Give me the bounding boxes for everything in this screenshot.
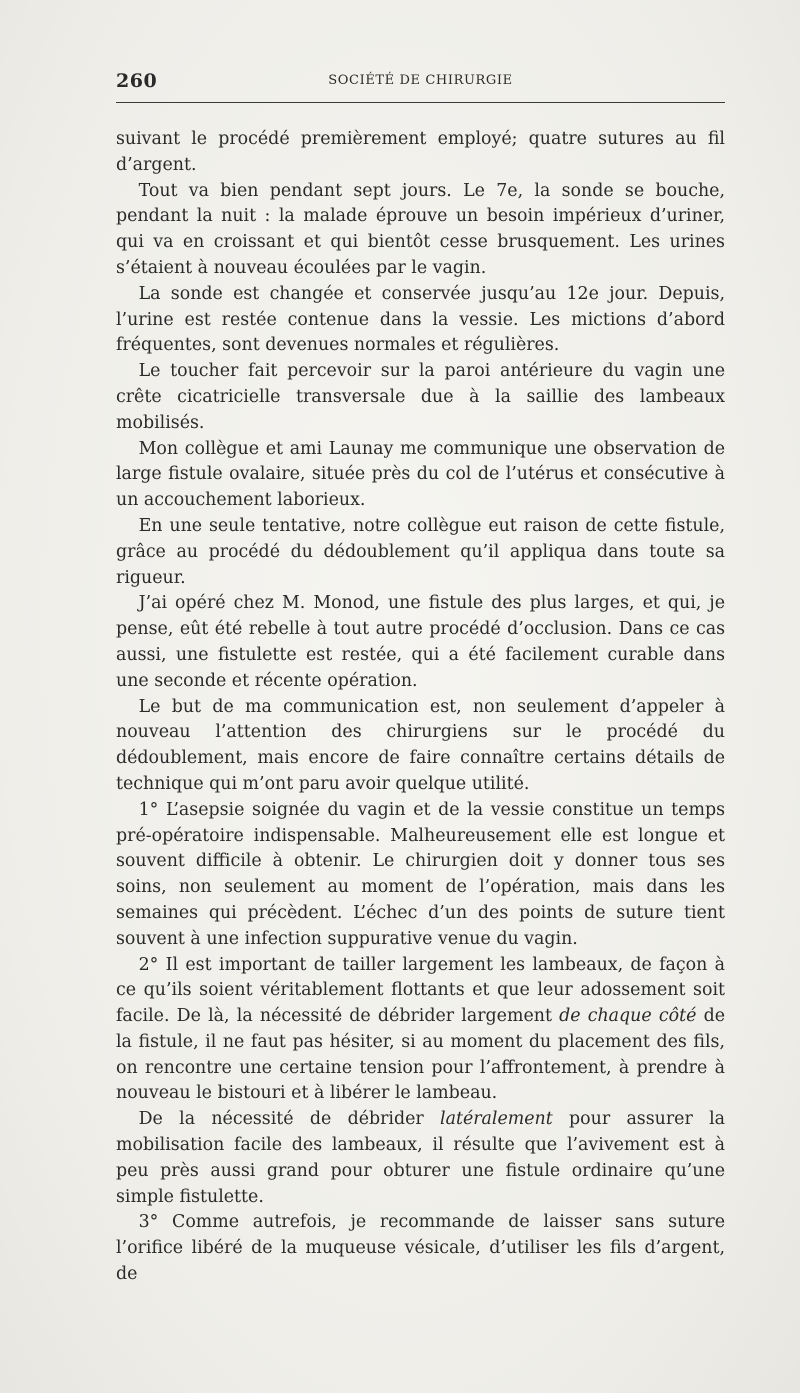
paragraph: 1° L’asepsie soignée du vagin et de la vessie constitue un temps pré-opératoire indispensable. Malheureusement elle est longue et souvent difficile à obtenir. Le chirurgien doit y donner tous ses soins, non seulement au moment de l’opération, mais dans les semaines qui précèdent. L’échec d’un des points de suture tient souvent à une infection suppurative venue du vagin.	[116, 799, 725, 949]
paragraph-continuation: suivant le procédé premièrement employé; quatre sutures au fil d’argent.	[116, 129, 725, 175]
page-number: 260	[116, 70, 158, 92]
italic-phrase: latéralement	[440, 1109, 553, 1130]
running-title: SOCIÉTÉ DE CHIRURGIE	[328, 73, 513, 88]
paragraph-text: pour assurer la mobilisation facile des lambeaux, il résulte que l’avivement est à peu près aussi grand pour obturer une fistule ordinaire qu’une simple fistulette.	[116, 1109, 725, 1207]
paragraph: Mon collègue et ami Launay me communique une observation de large fistule ovalaire, située près du col de l’utérus et consécutive à un accouchement laborieux.	[116, 438, 725, 511]
paragraph-text: de la fistule, il ne faut pas hésiter, si au moment du placement des fils, on rencontre une certaine tension pour l’affrontement, à prendre à nouveau le bistouri et à libérer le lambeau.	[116, 1006, 725, 1104]
paragraph: En une seule tentative, notre collègue eut raison de cette fistule, grâce au procédé du dédoublement qu’il appliqua dans toute sa rigueur.	[116, 515, 725, 588]
paragraph	[116, 1107, 725, 1210]
paragraph: Tout va bien pendant sept jours. Le 7e, la sonde se bouche, pendant la nuit : la malade éprouve un besoin impérieux d’uriner, qui va en croissant et qui bientôt cesse brusquement. Les urines s’étaient à nouveau écoulées par le vagin.	[116, 180, 725, 278]
italic-phrase: de chaque côté	[559, 1006, 697, 1027]
paragraph: J’ai opéré chez M. Monod, une fistule des plus larges, et qui, je pense, eût été rebelle à tout autre procédé d’occlusion. Dans ce cas aussi, une fistulette est restée, qui a été facilement curable dans une seconde et récente opération.	[116, 593, 725, 691]
paragraph: Le toucher fait percevoir sur la paroi antérieure du vagin une crête cicatricielle transversale due à la saillie des lambeaux mobilisés.	[116, 361, 725, 433]
body-text	[116, 127, 725, 1288]
paragraph: Le but de ma communication est, non seulement d’appeler à nouveau l’attention des chirurgiens sur le procédé du dédoublement, mais encore de faire connaître certains détails de technique qui m’ont paru avoir quelque utilité.	[116, 696, 725, 794]
paragraph: 3° Comme autrefois, je recommande de laisser sans suture l’orifice libéré de la muqueuse vésicale, d’utiliser les fils d’argent, de	[116, 1212, 725, 1285]
header-rule	[116, 102, 725, 103]
paragraph-text: 2° Il est important de tailler largement les lambeaux, de façon à ce qu’ils soient véritablement flottants et que leur adossement soit facile. De là, la nécessité de débrider largement	[116, 954, 725, 1027]
paragraph	[116, 953, 725, 1108]
page-header	[116, 70, 725, 98]
paragraph: La sonde est changée et conservée jusqu’au 12e jour. Depuis, l’urine est restée contenue dans la vessie. Les mictions d’abord fréquentes, sont devenues normales et régulières.	[116, 283, 725, 356]
paragraph-text: De la nécessité de débrider	[138, 1109, 441, 1130]
